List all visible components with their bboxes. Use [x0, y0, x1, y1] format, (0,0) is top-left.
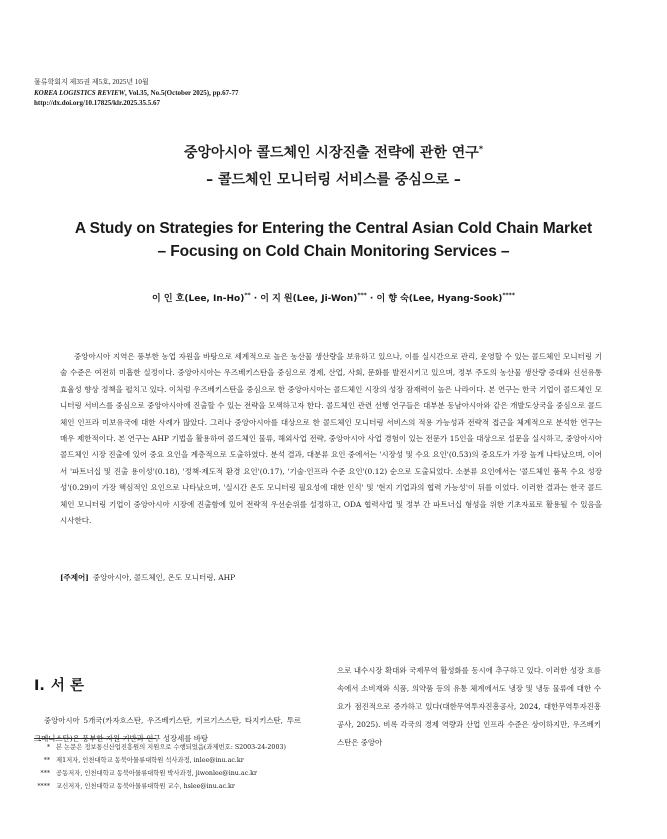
- author-list: [0, 291, 667, 304]
- section-number: I.: [34, 678, 45, 694]
- english-main-title: A Study on Strategies for Entering the Central Asian Cold Chain Market: [74, 220, 593, 237]
- intro-left-column: 중앙아시아 5개국(카자흐스탄, 우즈베키스탄, 키르기스스탄, 타지키스탄, 투르크메니스탄)은 풍부한 자원 기반과 인구 성장세를 바탕: [34, 716, 301, 743]
- footnote-mark: **: [43, 757, 50, 764]
- korean-title: [0, 140, 667, 194]
- footnote-mark: *: [46, 744, 50, 751]
- keywords: [60, 572, 235, 583]
- footnote-text: 교신저자, 인천대학교 동북아물류대학원 교수, hslee@inu.ac.kr: [56, 783, 235, 790]
- author-2-mark: ***: [357, 292, 367, 299]
- abstract: 중앙아시아 지역은 풍부한 농업 자원을 바탕으로 세계적으로 높은 농산물 생산량을 보유하고 있으나, 이를 실시간으로 관리, 운영할 수 있는 콜드체인 모니터링 기술 수준은 여전히 미흡한 실정이다. 중앙아시아는 우즈베키스탄을 중심으로 경제, 산업, 사회, 문화를 발전시키고 있으며, 정부 주도의 농산물 생산량 증대와 신선유통 효율성 향상 정책을 펼치고 있다. 이처럼 우즈베키스탄을 중심으로 한 중앙아시아는 콜드체인 시장의 성장 잠재력이 높은 나라이다. 본 연구는 한국 기업이 콜드체인 모니터링 서비스를 중심으로 중앙아시아에 진출할 수 있는 전략을 모색하고자 한다. 콜드체인 관련 선행 연구들은 대부분 동남아시아와 같은 개발도상국을 중심으로 콜드체인 인프라 미보유국에 대한 사례가 많았다. 그러나 중앙아시아를 대상으로 한 콜드체인 모니터링 서비스의 적용 가능성과 전략적 접근을 체계적으로 분석한 연구는 매우 제한적이다. 본 연구는 AHP 기법을 활용하여 콜드체인 물류, 해외사업 전략, 중앙아시아 사업 경험이 있는 전문가 15인을 대상으로 설문을 실시하고, 중앙아시아 콜드체인 시장 진출에 있어 중요 요인을 계층적으로 도출하였다. 분석 결과, 대분류 요인 중에서는 '시장성 및 수요 요인'(0.53)의 중요도가 가장 높게 나타났으며, 이어서 '파트너십 및 진출 용이성'(0.18), '정책·제도적 환경 요인'(0.17), '기술·인프라 수준 요인'(0.12) 순으로 도출되었다. 소분류 요인에서는 '콜드체인 품목 수요 성장성'(0.29)이 가장 핵심적인 요인으로 나타났으며, '실시간 온도 모니터링 필요성에 대한 인식' 및 '현지 기업과의 협력 가능성'이 뒤를 이었다. 이러한 결과는 한국 콜드체인 모니터링 기업이 중앙아시아 시장에 진출함에 있어 전략적 우선순위를 설정하고, ODA 협력사업 및 정부 간 파트너십 형성을 위한 기초자료로 활용될 수 있음을 시사한다.: [60, 352, 602, 526]
- author-1-mark: **: [244, 292, 251, 299]
- footnote-mark: ***: [40, 770, 50, 777]
- author-3: 이 향 숙(Lee, Hyang-Sook): [376, 294, 503, 304]
- footnote-divider: [34, 738, 156, 739]
- footnote-mark: ****: [37, 783, 50, 790]
- author-3-mark: ****: [502, 292, 515, 299]
- footnote-text: 본 논문은 정보통신산업진흥원의 지원으로 수행되었음(과제번호: S2003-24-2003): [56, 744, 286, 751]
- english-title: [0, 217, 667, 263]
- korean-subtitle: – 콜드체인 모니터링 서비스를 중심으로 –: [206, 172, 461, 188]
- section-heading-introduction: [34, 674, 90, 695]
- journal-en-volume: , Vol.35, No.5(October 2025), pp.67-77: [125, 88, 239, 97]
- journal-en-citation: [34, 88, 238, 99]
- doi-link[interactable]: http://dx.doi.org/10.17825/klr.2025.35.5.67: [34, 99, 160, 107]
- section-title: 서 론: [50, 678, 84, 694]
- english-subtitle: – Focusing on Cold Chain Monitoring Services –: [157, 243, 510, 260]
- author-2: 이 지 원(Lee, Ji-Won): [260, 294, 358, 304]
- footnotes: [34, 741, 434, 793]
- keywords-label: [주제어]: [60, 573, 89, 582]
- title-footnote-mark: *: [478, 144, 484, 154]
- korean-main-title-text: 중앙아시아 콜드체인 시장진출 전략에 관한 연구: [183, 145, 479, 161]
- footnote: [34, 741, 434, 754]
- korean-main-title: [0, 140, 667, 167]
- journal-info: [34, 77, 238, 109]
- footnote: [34, 767, 434, 780]
- journal-kr-citation: 물류학회지 제35권 제5호, 2025년 10월: [34, 78, 149, 86]
- footnote-text: 제1저자, 인천대학교 동북아물류대학원 석사과정, inlee@inu.ac.kr: [56, 757, 244, 764]
- footnote-text: 공동저자, 인천대학교 동북아물류대학원 박사과정, jiwonlee@inu.ac.kr: [56, 770, 257, 777]
- footnote: [34, 780, 434, 793]
- author-1: 이 인 호(Lee, In-Ho): [152, 294, 245, 304]
- author-separator: ·: [366, 294, 377, 304]
- keywords-text: 중앙아시아, 콜드체인, 온도 모니터링, AHP: [92, 573, 236, 582]
- footnote: [34, 754, 434, 767]
- intro-right-column: 으로 내수시장 확대와 국제무역 활성화를 동시에 추구하고 있다. 이러한 성장 흐름 속에서 소비재와 식품, 의약품 등의 유통 체계에서도 냉장 및 냉동 물류에 대한 수요가 점진적으로 증가하고 있다(대한무역투자진흥공사, 2024, 대한무역투자진흥공사, 2025). 비록 각국의 경제 역량과 산업 인프라 수준은 상이하지만, 우즈베키스탄은 중앙아: [337, 666, 601, 747]
- journal-en-name: KOREA LOGISTICS REVIEW: [34, 88, 126, 97]
- author-separator: ·: [250, 294, 261, 304]
